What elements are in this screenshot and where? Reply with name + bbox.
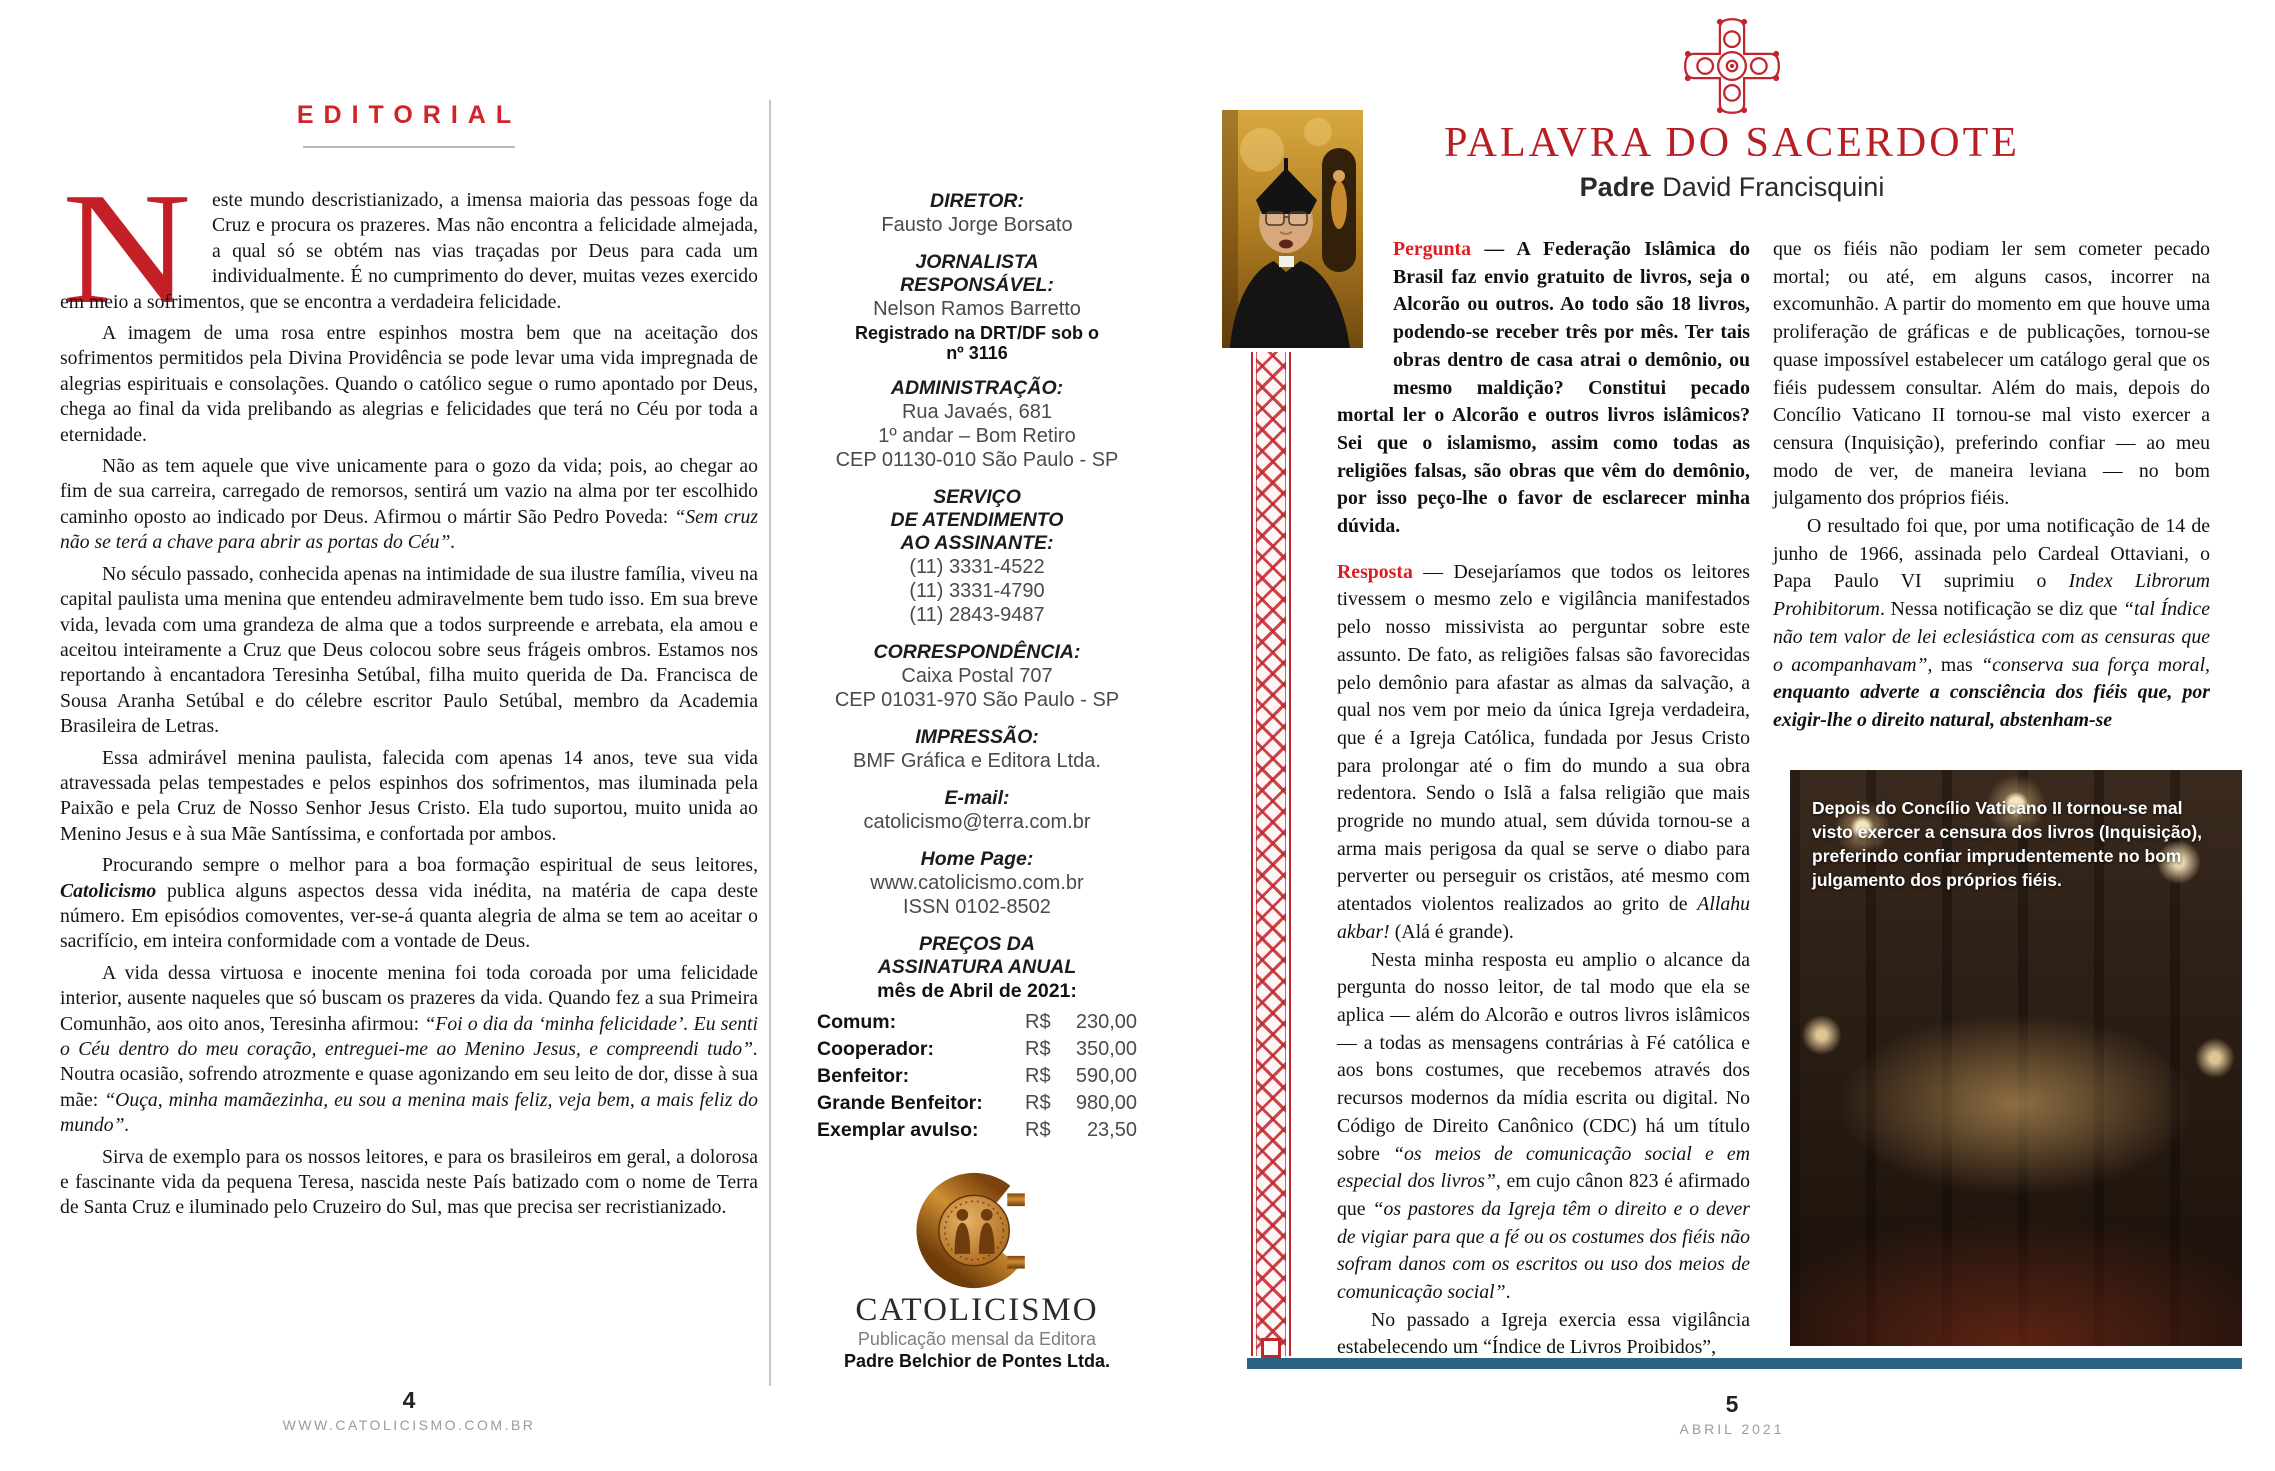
heading-rule <box>303 146 515 148</box>
price-row: Exemplar avulso: R$ 23,50 <box>817 1119 1137 1141</box>
dropcap-letter: N <box>62 159 192 337</box>
masthead-entry-correspondencia: CORRESPONDÊNCIA: Caixa Postal 707 CEP 01031-970 São Paulo - SP <box>834 641 1120 711</box>
registry-note: Registrado na DRT/DF sob o nº 3116 <box>854 323 1099 363</box>
editorial-paragraph: este mundo descristianizado, a imensa maioria das pessoas foge da Cruz e procura os prazeres. Mas não encontra a felicidade almejada, a qual só se obtém nas vias traçadas por Deus para cada um individualmente. É no cumprimento do dever, muitas vezes exercido em meio a sofrimentos, que se encontra a verdadeira felicidade. <box>60 189 758 313</box>
pergunta-paragraph: Pergunta — A Federação Islâmica do Brasil faz envio gratuito de livros, seja o Alcorão ou outros. Ao todo são 18 livros, podendo-se receber três por mês. Ter tais obras dentro de casa atrai o demônio, ou mesmo maldição? Constitui pecado mortal ler o Alcorão e outros livros islâmicos? Sei que o islamismo, assim como todas as religiões falsas, são obras que vêm do demônio, por isso peço-lhe o favor de esclarecer minha dúvida. <box>1337 238 1750 538</box>
footer-site-url: WWW.CATOLICISMO.COM.BR <box>282 1417 536 1433</box>
resposta-paragraph: O resultado foi que, por uma notificação de 14 de junho de 1966, assinada pelo Cardeal Ottaviani, o Papa Paulo VI suprimiu o Index Librorum Prohibitorum. Nessa notificação se diz que “tal Índice não tem valor de lei eclesiástica com as censuras que o acompanhavam”, mas “conserva sua força moral, enquanto adverte a consciência dos fiéis que, por exigir-lhe o direito natural, abstenham-se <box>1773 515 2211 731</box>
vatican-basilica-photo <box>1790 770 2242 1346</box>
editorial-paragraph: Não as tem aquele que vive unicamente para o gozo da vida; pois, ao chegar ao fim de sua carreira, carregado de remorsos, sentirá um vazio na alma por ter escolhido caminho oposto ao indicado por Deus. Afirmou o mártir São Pedro Poveda: “Sem cruz não se terá a chave para abrir as portas do Céu”. <box>60 455 758 554</box>
phone-number: (11) 2843-9487 <box>909 604 1045 626</box>
price-row: Benfeitor: R$ 590,00 <box>817 1065 1137 1087</box>
page5-footer <box>1222 1392 2242 1437</box>
masthead-entry-homepage: Home Page: www.catolicismo.com.br ISSN 0102-8502 <box>788 848 1166 919</box>
red-ornament-border <box>1251 352 1291 1356</box>
editorial-paragraph: No século passado, conhecida apenas na intimidade de sua ilustre família, viveu na capital paulista uma menina que entendeu admiravelmente bem tudo isso. Em sua breve vida, levada com uma grandeza de alma que a todos surpreende e arrebata, ela amou e aceitou inteiramente a Cruz que Deus colocou sobre seus frágeis ombros. Estamos nos reportando à encantadora Teresinha Setúbal, filha muito querida de Da. Francisca de Sousa Aranha Setúbal e do célebre escritor Paulo Setúbal, membro da Academia Brasileira de Letras. <box>60 562 758 738</box>
masthead-entry-atendimento: SERVIÇO DE ATENDIMENTO AO ASSINANTE: (11) 3331-4522 (11) 3331-4790 (11) 2843-9487 <box>788 486 1166 627</box>
editorial-paragraph: Essa admirável menina paulista, falecida com apenas 14 anos, teve sua vida atravessada pelas tempestades e pelos espinhos dos sofrimentos, mas iluminada pela Paixão e pela Cruz de Nosso Senhor Jesus Cristo. Ela tudo suportou, muito unida ao Menino Jesus e à sua Mãe Santíssima, e confortada por ambos. <box>60 746 758 845</box>
bottom-blue-bar <box>1247 1358 2242 1369</box>
column-divider <box>769 100 771 1386</box>
logo-wordmark: CATOLICISMO <box>855 1292 1099 1328</box>
editorial-paragraph: A vida dessa virtuosa e inocente menina foi toda coroada por uma felicidade interior, ausente naqueles que só buscam os prazeres da vida. Quando fez a sua Primeira Comunhão, aos oito anos, Teresinha afirmou: “Foi o dia da ‘minha felicidade’. Eu senti o Céu dentro do meu coração, entreguei-me ao Menino Jesus, e compreendi tudo”. Noutra ocasião, sofrendo atrozmente e quase agonizando em seu leito de dor, disse à sua mãe: “Ouça, minha mamãezinha, eu sou a menina mais feliz, veja bem, a mais feliz do mundo”. <box>60 961 758 1137</box>
masthead-entry-jornalista: JORNALISTA RESPONSÁVEL: Nelson Ramos Barretto Registrado na DRT/DF sob o nº 3116 <box>788 251 1166 363</box>
photo-caption: Depois do Concílio Vaticano II tornou-se mal visto exercer a censura dos livros (Inquisição), preferindo confiar imprudentemente no bom julgamento dos próprios fiéis. <box>1812 798 2203 890</box>
masthead-entry-precos: PREÇOS DA ASSINATURA ANUAL mês de Abril de 2021: Comum: R$ 230,00 Cooperador: R$ 350,00 Benfeitor: R$ 590,00 Grande Benfeitor: R$ 980,00 Exemplar avulso: R$ 23,50 <box>788 933 1166 1144</box>
subscription-price-table <box>817 1009 1137 1144</box>
issn-number: ISSN 0102-8502 <box>903 896 1051 918</box>
page-number: 5 <box>1725 1391 1739 1417</box>
phone-number: (11) 3331-4522 <box>909 556 1045 578</box>
editorial-paragraph: Procurando sempre o melhor para a boa formação espiritual de seus leitores, Catolicismo publica alguns aspectos dessa vida inédita, na matéria de capa deste número. Em episódios comoventes, ver-se-á quanta alegria de alma se tem ao aceitar o sacrifício, em inteira conformidade com a vontade de Deus. <box>60 854 758 953</box>
ornate-cross-icon <box>1678 14 1786 118</box>
masthead-entry-diretor: DIRETOR: Fausto Jorge Borsato <box>881 190 1073 236</box>
price-row: Grande Benfeitor: R$ 980,00 <box>817 1092 1137 1114</box>
catolicismo-c-logo-icon <box>902 1170 1052 1292</box>
website-url: www.catolicismo.com.br <box>870 872 1084 894</box>
section-title-editorial: EDITORIAL <box>296 101 522 129</box>
qa-column-2 <box>1773 236 2210 735</box>
author-byline: Padre David Francisquini <box>1579 172 1885 202</box>
masthead-entry-administracao: ADMINISTRAÇÃO: Rua Javaés, 681 1º andar – Bom Retiro CEP 01130-010 São Paulo - SP <box>835 377 1119 471</box>
price-row: Comum: R$ 230,00 <box>817 1011 1137 1033</box>
masthead-entry-email: E-mail: catolicismo@terra.com.br <box>788 787 1166 834</box>
catolicismo-logo-block: CATOLICISMO Publicação mensal da Editora Padre Belchior de Pontes Ltda. <box>788 1170 1166 1372</box>
resposta-paragraph: No passado a Igreja exercia essa vigilância estabelecendo um “Índice de Livros Proibidos”, <box>1337 1308 1750 1359</box>
editorial-paragraph: A imagem de uma rosa entre espinhos mostra bem que na aceitação dos sofrimentos permitidos pela Divina Providência se pode levar uma vida impregnada de alegrias espirituais e consolações. Quando o católico segue o rumo apontado por Deus, chega ao final da vida prelibando as alegrias e felicidades que terá no Céu por toda a eternidade. <box>60 322 758 446</box>
palavra-header <box>1232 14 2232 203</box>
editorial-article <box>60 188 758 1221</box>
dropcap-spacer <box>60 188 212 266</box>
editorial-section <box>60 100 758 1227</box>
masthead-column <box>788 190 1166 1372</box>
email-address: catolicismo@terra.com.br <box>863 811 1091 833</box>
price-row: Cooperador: R$ 350,00 <box>817 1038 1137 1060</box>
editorial-paragraph: Sirva de exemplo para os nossos leitores, e para os brasileiros em geral, a dolorosa e fascinante vida da pequena Teresa, nascida neste País batizado com o nome de Terra de Santa Cruz e iluminado pelo Cruzeiro do Sul, mas que precisa ser recristianizado. <box>60 1145 758 1219</box>
masthead-entry-impressao: IMPRESSÃO: BMF Gráfica e Editora Ltda. <box>853 726 1101 772</box>
resposta-paragraph: Resposta — Desejaríamos que todos os leitores tivessem o mesmo zelo e vigilância manifestados pelo nosso missivista ao perguntar sobre este assunto. De fato, as religiões falsas são favorecidas pelo demônio para afastar as almas da salvação, a qual nos vem por meio da única Igreja verdadeira, que é a Igreja Católica, fundada por Jesus Cristo para prolongar até o fim do mundo a sua obra redentora. Sendo o Islã a falsa religião que mais progride no mundo atual, sem dúvida tornou-se a arma mais perigosa da qual se serve o diabo para perverter ou perseguir os cristãos, até mesmo com atentados violentos realizados ao grito de Allahu akbar! (Alá é grande). <box>1337 560 1750 943</box>
page4-footer <box>60 1388 758 1433</box>
footer-issue-date: ABRIL 2021 <box>1679 1421 1785 1437</box>
resposta-paragraph: que os fiéis não podiam ler sem cometer pecado mortal; ou até, em alguns casos, incorrer na excomunhão. A partir do momento em que houve uma proliferação de gráficas e de publicações, tornou-se quase impossível estabelecer um catálogo geral que os fiéis pudessem consultar. Além do mais, depois do Concílio Vaticano II tornou-se mal visto exercer a censura (Inquisição), preferindo confiar — ao meu modo de ver, de maneira leviana — no bom julgamento dos próprios fiéis. <box>1773 238 2210 510</box>
page-number: 4 <box>402 1387 416 1413</box>
photo-wrap-spacer <box>1337 236 1393 375</box>
phone-number: (11) 3331-4790 <box>909 580 1045 602</box>
qa-column-1 <box>1337 236 1750 1362</box>
resposta-paragraph: Nesta minha resposta eu amplio o alcance da pergunta do nosso leitor, de tal modo que ela se aplica — além do Alcorão e outros livros islâmicos — a todas as mensagens contrárias à Fé católica e aos bons costumes, que recebemos através dos recursos modernos da mídia escrita ou digital. No Código de Direito Canônico (CDC) há um título sobre “os meios de comunicação social e em especial dos livros”, em cujo cânon 823 é afirmado que “os pastores da Igreja têm o direito e o dever de vigiar para que a fé ou os costumes dos fiéis não sofram danos com os escritos ou uso dos meios de comunicação social”. <box>1337 948 1751 1304</box>
section-title-palavra: PALAVRA DO SACERDOTE <box>1444 120 2020 166</box>
